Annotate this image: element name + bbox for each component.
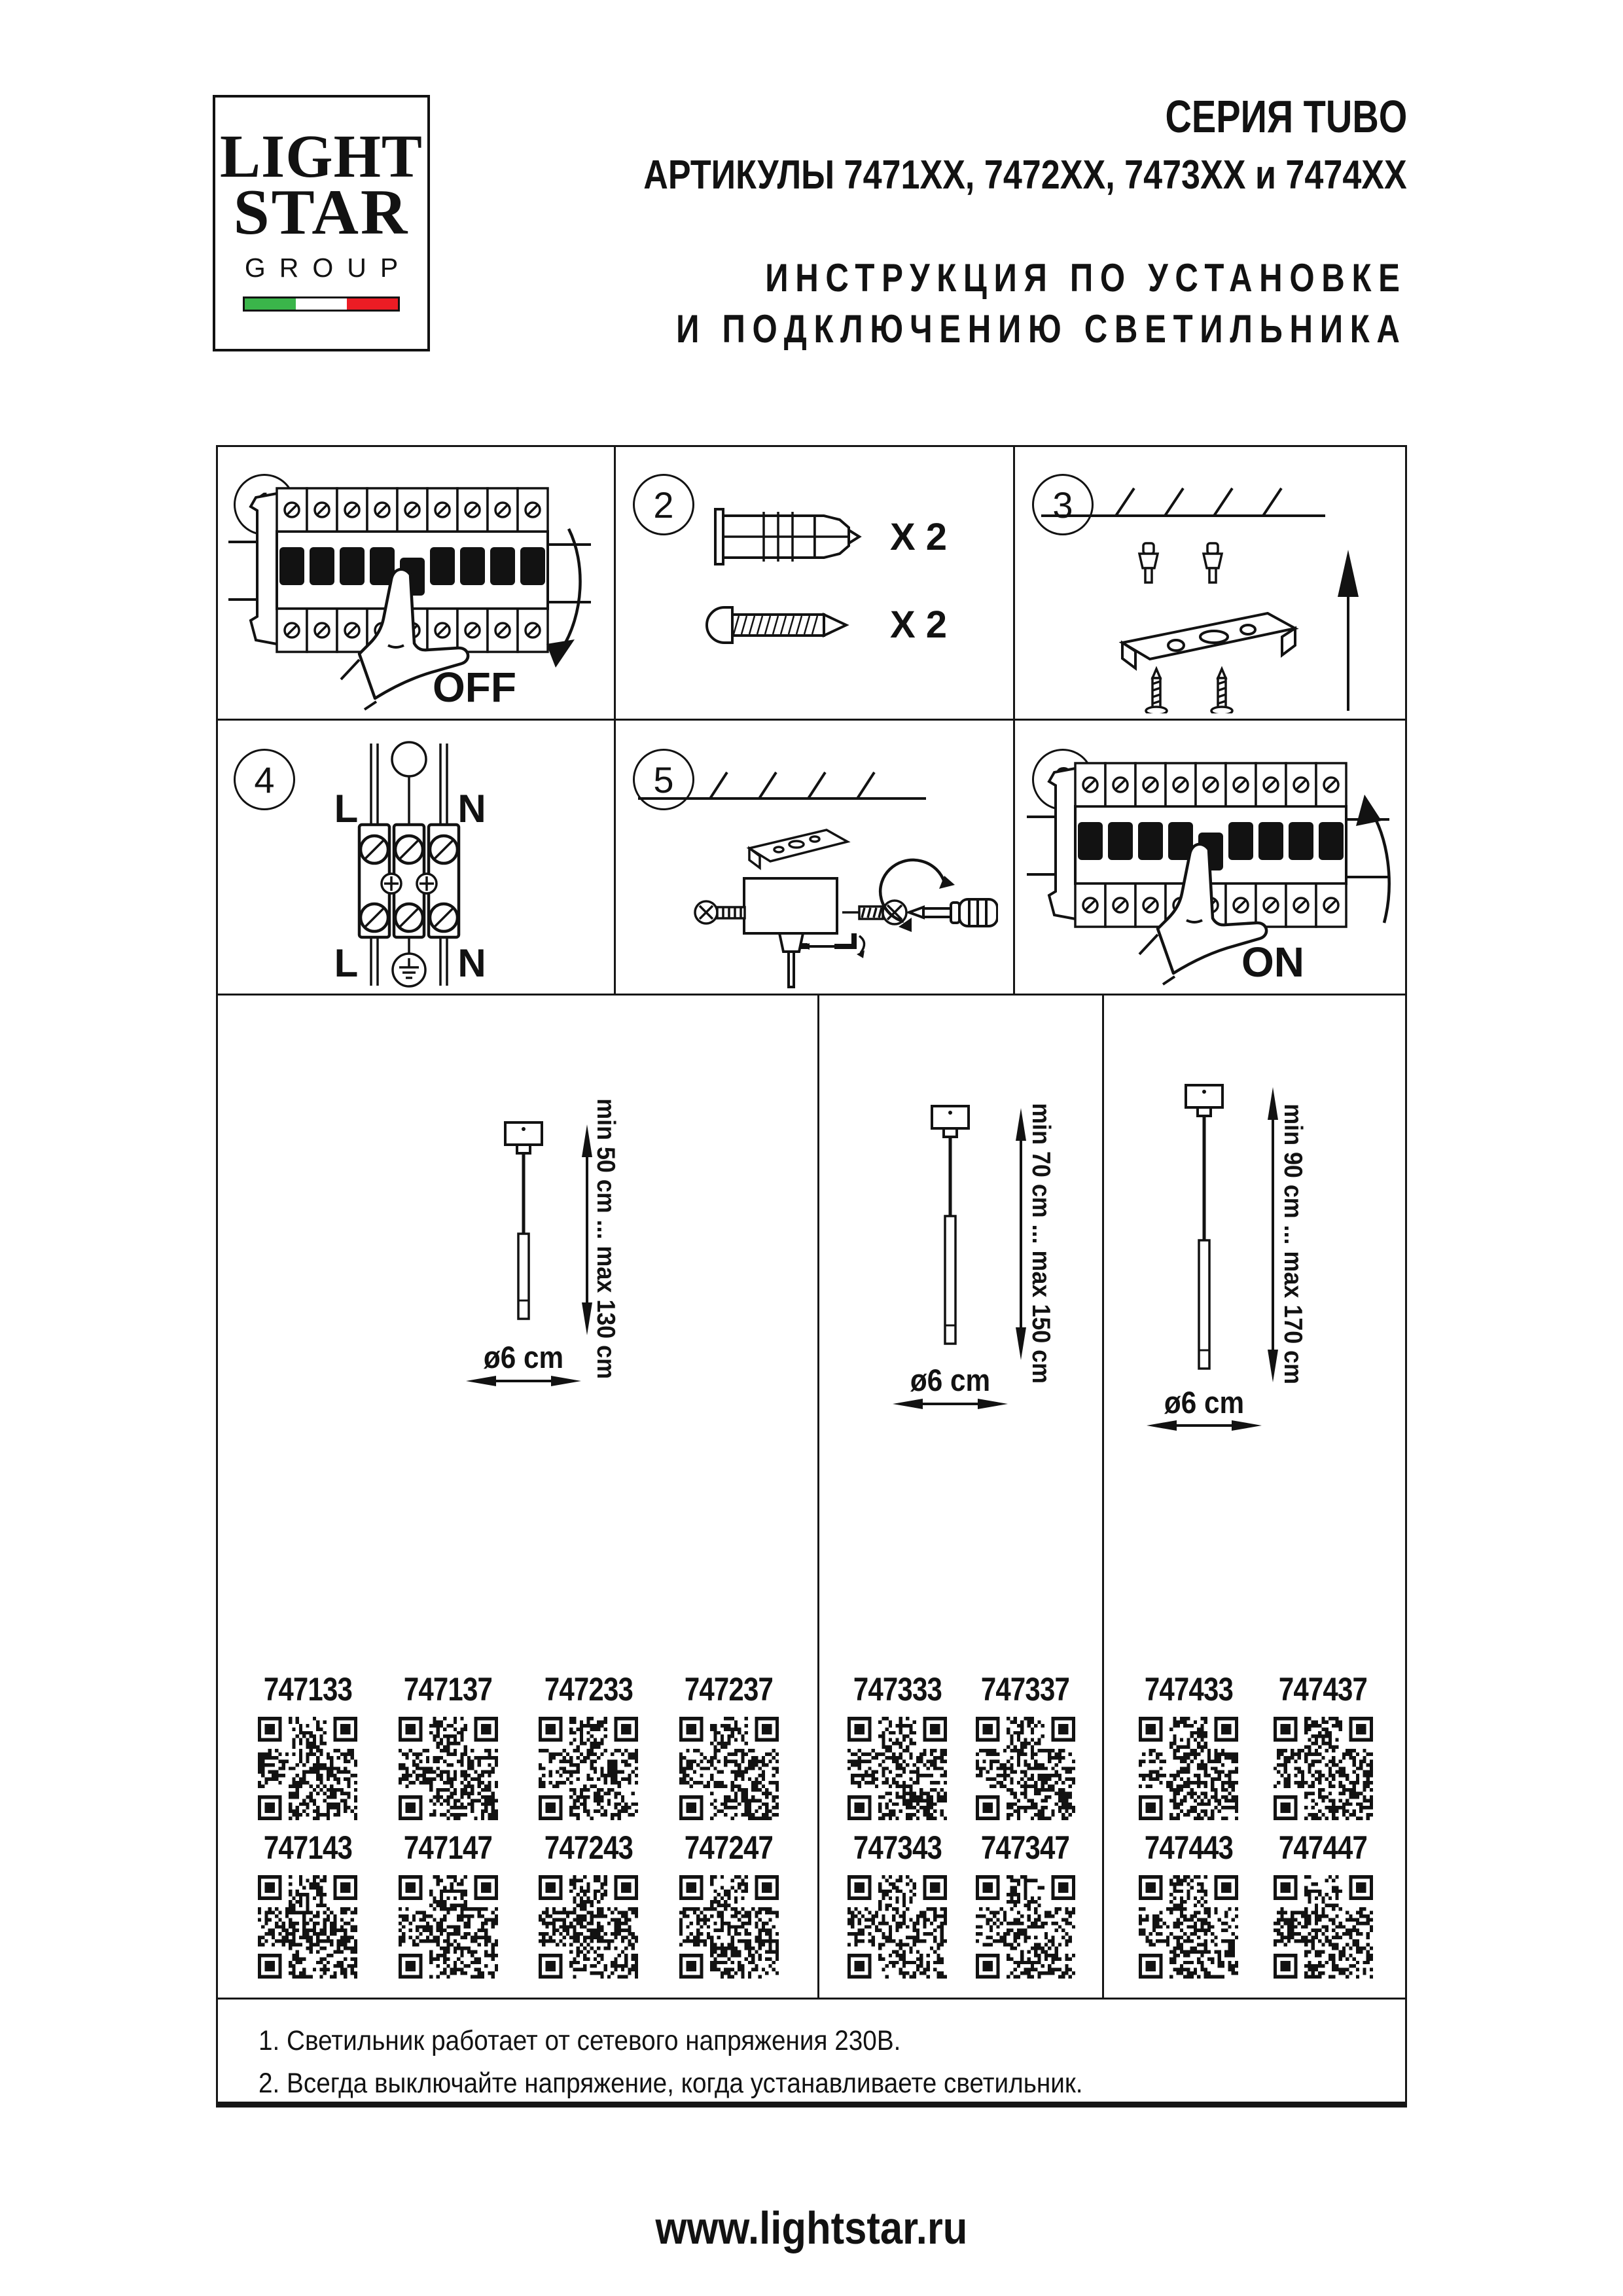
hex-key-icon [800, 933, 865, 958]
articles-line: АРТИКУЛЫ 7471ХХ, 7472ХХ, 7473ХХ и 7474ХХ [643, 152, 1407, 198]
step-3-number: 3 [1032, 474, 1094, 535]
step-5-number: 5 [633, 749, 694, 810]
series-title: СЕРИЯ TUBO [1165, 91, 1407, 142]
article-row [1107, 1829, 1405, 1979]
article-number: 747433 [1144, 1671, 1233, 1708]
article-row [220, 1670, 817, 1820]
grid-hline [216, 994, 1407, 996]
italian-flag-icon [243, 296, 400, 312]
flag-green-stripe [245, 298, 296, 310]
article-number: 747137 [404, 1671, 493, 1708]
lamp-3-height-range: min 90 cm ... max 170 cm [1279, 1103, 1307, 1385]
diameter-dimension-arrow [1147, 1420, 1262, 1431]
screw-count-label: X 2 [890, 603, 948, 646]
article-cell [972, 1670, 1078, 1820]
screw-icon [707, 607, 732, 643]
note-line: 2. Всегда выключайте напряжение, когда устанавливаете светильник. [259, 2068, 1083, 2100]
article-cell [255, 1829, 361, 1979]
screwdriver-icon [909, 899, 997, 926]
article-row [822, 1829, 1101, 1979]
flag-white-stripe [296, 298, 347, 310]
step-2-number: 2 [633, 474, 694, 535]
screw-icon [1218, 669, 1226, 678]
article-row [822, 1670, 1101, 1820]
article-number: 747447 [1279, 1829, 1368, 1866]
diameter-dimension-arrow [893, 1399, 1008, 1409]
note-line: 1. Светильник работает от сетевого напряжения 230В. [259, 2025, 901, 2056]
website-url: www.lightstar.ru [655, 2202, 968, 2253]
article-cell [1270, 1670, 1376, 1820]
dowel-icon [1207, 543, 1218, 554]
lamp-1-diameter: ø6 cm [483, 1340, 564, 1374]
article-number: 747437 [1279, 1671, 1368, 1708]
qr-code [1139, 1875, 1238, 1979]
fixing-kit-illustration [618, 452, 998, 713]
grid-vline [817, 994, 819, 2000]
terminal-block-icon [359, 825, 459, 937]
qr-code [847, 1875, 947, 1979]
article-number: 747333 [853, 1671, 942, 1708]
qr-code [976, 1875, 1075, 1979]
article-number: 747337 [981, 1671, 1070, 1708]
bracket-mounting-illustration [1018, 452, 1397, 713]
logo-word-light: LIGHT [220, 123, 423, 190]
qr-code [258, 1717, 357, 1820]
article-number: 747147 [404, 1829, 493, 1866]
qr-code [679, 1717, 779, 1820]
article-number: 747143 [263, 1829, 352, 1866]
arrow-up-icon [1370, 809, 1389, 923]
logo-word-star: STAR [233, 176, 410, 248]
terminal-L-bottom-label: L [334, 941, 359, 985]
article-cell [676, 1829, 781, 1979]
instruction-title-line1: ИНСТРУКЦИЯ ПО УСТАНОВКЕ [765, 256, 1407, 300]
article-cell [1270, 1829, 1376, 1979]
article-number: 747443 [1144, 1829, 1233, 1866]
dowel-count-label: X 2 [890, 516, 948, 558]
article-cell [395, 1829, 501, 1979]
ceiling-line [1041, 488, 1325, 516]
article-number: 747343 [853, 1829, 942, 1866]
article-row [220, 1829, 817, 1979]
qr-code [679, 1875, 779, 1979]
grid-vline [1102, 994, 1104, 2000]
article-row [1107, 1670, 1405, 1820]
qr-code [539, 1875, 638, 1979]
lamp-2-diameter: ø6 cm [910, 1363, 991, 1397]
terminal-L-top-label: L [334, 787, 359, 831]
article-cell [1136, 1829, 1241, 1979]
qr-code [1274, 1875, 1373, 1979]
mounting-bracket-icon [749, 830, 847, 868]
mounting-bracket-icon [1122, 613, 1295, 668]
article-cell [1136, 1670, 1241, 1820]
on-label: ON [1241, 939, 1304, 986]
grid-hline [216, 719, 1407, 721]
breaker-off-illustration [219, 452, 599, 713]
qr-code [258, 1875, 357, 1979]
flag-red-stripe [347, 298, 398, 310]
lightstar-logo [213, 95, 430, 351]
terminal-N-top-label: N [457, 787, 486, 831]
article-cell [536, 1670, 641, 1820]
article-number: 747233 [544, 1671, 633, 1708]
ceiling-line [638, 772, 926, 798]
lamp-2-height-range: min 70 cm ... max 150 cm [1027, 1103, 1055, 1384]
dowel-icon [1143, 543, 1154, 554]
qr-code [1274, 1717, 1373, 1820]
terminal-N-bottom-label: N [457, 941, 486, 985]
diameter-dimension-arrow [466, 1376, 581, 1386]
grid-hline [216, 1998, 1407, 2000]
breaker-on-illustration [1018, 726, 1397, 988]
article-cell [255, 1670, 361, 1820]
qr-code [1139, 1717, 1238, 1820]
article-cell [972, 1829, 1078, 1979]
off-label: OFF [433, 664, 516, 711]
article-number: 747237 [685, 1671, 774, 1708]
screw-icon [1152, 669, 1160, 678]
lamp-3-diameter: ø6 cm [1164, 1385, 1245, 1420]
instruction-title-line2: И ПОДКЛЮЧЕНИЮ СВЕТИЛЬНИКА [676, 307, 1407, 351]
step-4-number: 4 [234, 749, 295, 810]
article-cell [395, 1670, 501, 1820]
qr-code [539, 1717, 638, 1820]
canopy-icon [744, 878, 837, 987]
article-number: 747133 [263, 1671, 352, 1708]
article-cell [845, 1829, 950, 1979]
footnotes [259, 2020, 1083, 2106]
article-cell [536, 1829, 641, 1979]
qr-code [399, 1717, 498, 1820]
height-dimension-arrow [1016, 1108, 1026, 1360]
canopy-assembly-illustration [618, 726, 998, 988]
height-dimension-arrow [1268, 1087, 1278, 1382]
qr-code [976, 1717, 1075, 1820]
qr-code [399, 1875, 498, 1979]
article-number: 747243 [544, 1829, 633, 1866]
terminal-wiring-illustration [219, 726, 599, 988]
article-cell [676, 1670, 781, 1820]
article-cell [845, 1670, 950, 1820]
lamp-1-height-range: min 50 cm ... max 130 cm [592, 1098, 620, 1380]
logo-word-group: GROUP [244, 252, 412, 283]
wire-loop-icon [392, 742, 426, 776]
arrow-down-icon [561, 529, 580, 651]
qr-code [847, 1717, 947, 1820]
article-number: 747347 [981, 1829, 1070, 1866]
article-number: 747247 [685, 1829, 774, 1866]
